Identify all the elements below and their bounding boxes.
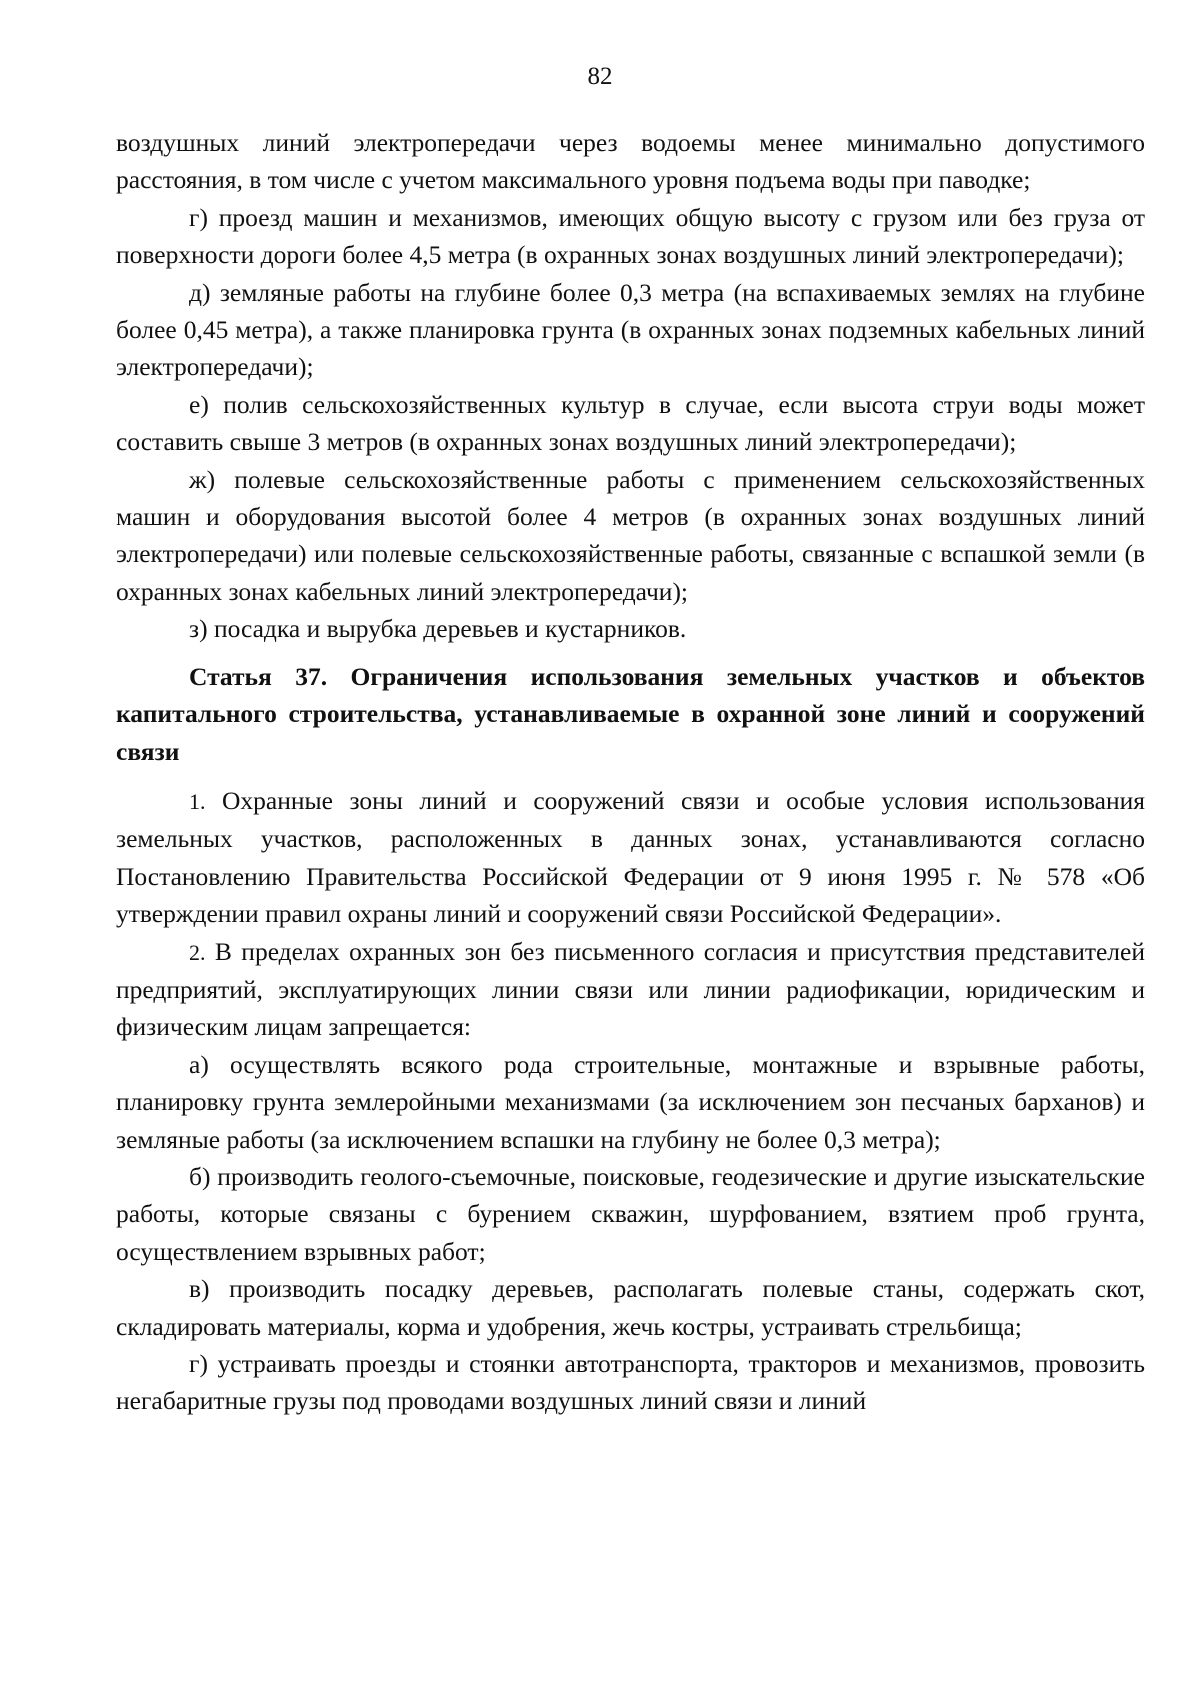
sub-item-a: а) осуществлять всякого рода строительные, монтажные и взрывные работы, планировку грунта землеройными механизмами (за исключением зон песчаных барханов) и земляные работы (за исключением вспашки на глубину не более 0,3 метра); xyxy=(116,1049,1145,1154)
sub-item-b: б) производить геолого-съемочные, поисковые, геодезические и другие изыскательские работы, которые связаны с бурением скважин, шурфованием, взятием проб грунта, осуществлением взрывных работ; xyxy=(116,1161,1145,1266)
list-item-d: д) земляные работы на глубине более 0,3 метра (на вспахиваемых землях на глубине более 0,45 метра), а также планировка грунта (в охранных зонах подземных кабельных линий электропередачи); xyxy=(116,277,1145,382)
page-body xyxy=(116,124,1145,1420)
item-number: 1. xyxy=(189,788,206,814)
article-heading: Статья 37. Ограничения использования земельных участков и объектов капитального строительства, устанавливаемые в охранной зоне линий и сооружений связи xyxy=(116,661,1145,766)
sub-item-g: г) устраивать проезды и стоянки автотранспорта, тракторов и механизмов, провозить негабаритные грузы под проводами воздушных линий связи и линий xyxy=(116,1349,1145,1416)
item-number: 2. xyxy=(189,939,206,965)
list-item-g: г) проезд машин и механизмов, имеющих общую высоту с грузом или без груза от поверхности дороги более 4,5 метра (в охранных зонах воздушных линий электропередачи); xyxy=(116,202,1145,270)
list-item-z: з) посадка и вырубка деревьев и кустарников. xyxy=(189,614,687,644)
numbered-item-1 xyxy=(116,782,1145,933)
numbered-item-2 xyxy=(116,933,1145,1046)
sub-item-v: в) производить посадку деревьев, располагать полевые станы, содержать скот, складировать материалы, корма и удобрения, жечь костры, устраивать стрельбища; xyxy=(116,1274,1145,1341)
list-item-zh: ж) полевые сельскохозяйственные работы с применением сельскохозяйственных машин и оборудования высотой более 4 метров (в охранных зонах воздушных линий электропередачи) или полевые сельскохозяйственные работы, связанные с вспашкой земли (в охранных зонах кабельных линий электропередачи); xyxy=(116,464,1145,606)
paragraph-continuation: воздушных линий электропередачи через водоемы менее минимально допустимого расстояния, в том числе с учетом максимального уровня подъема воды при паводке; xyxy=(116,128,1145,195)
item-text: В пределах охранных зон без письменного согласия и присутствия представителей предприятий, эксплуатирующих линии связи или линии радиофикации, юридическим и физическим лицам запрещается: xyxy=(116,936,1145,1042)
page-number: 82 xyxy=(587,63,613,90)
list-item-e: е) полив сельскохозяйственных культур в случае, если высота струи воды может составить свыше 3 метров (в охранных зонах воздушных линий электропередачи); xyxy=(116,389,1145,457)
item-text: Охранные зоны линий и сооружений связи и особые условия использования земельных участков, расположенных в данных зонах, устанавливаются согласно Постановлению Правительства Российской Федерации от 9 июня 1995 г. № 578 «Об утверждении правил охраны линий и сооружений связи Российской Федерации». xyxy=(116,785,1145,929)
